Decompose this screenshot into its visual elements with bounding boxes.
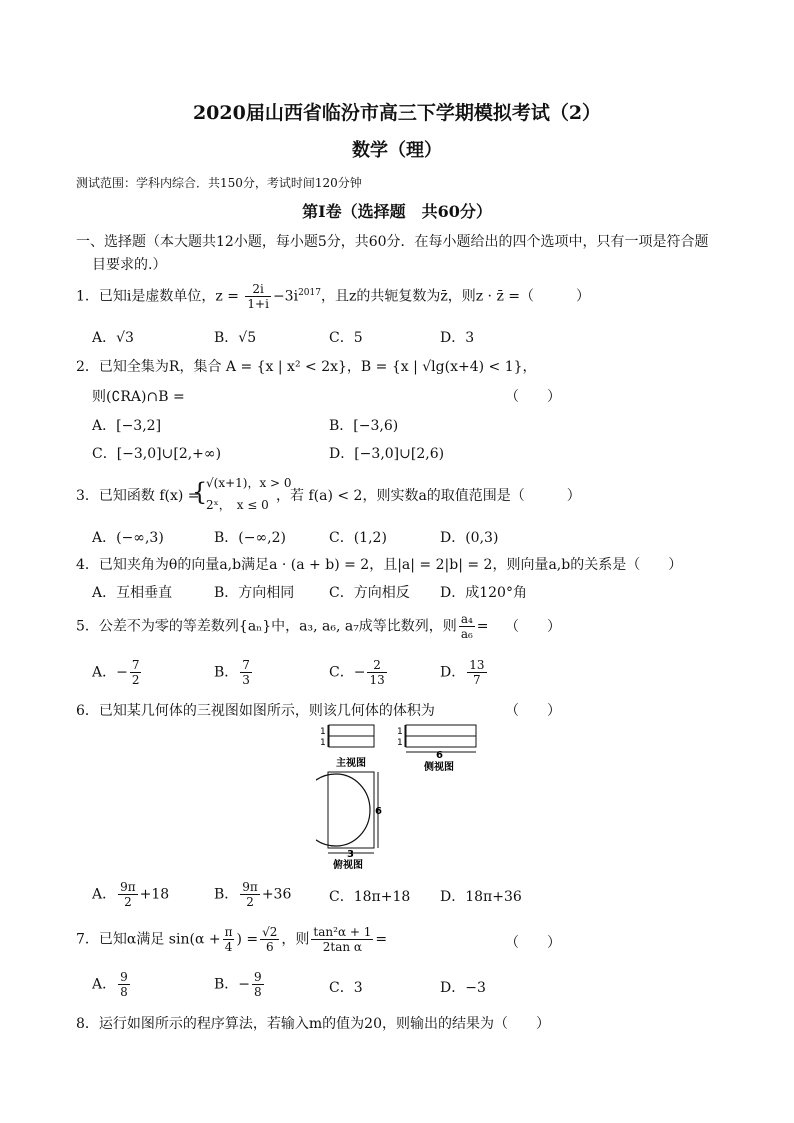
q5-stem: 5．公差不为零的等差数列{aₙ}中，a₃, a₆, a₇成等比数列，则 xyxy=(76,618,457,635)
q6-a-den: 2 xyxy=(124,895,132,909)
q7-option-d[interactable]: D．−3 xyxy=(440,980,486,996)
q7-b-frac xyxy=(252,970,264,999)
paper-title: 2020届山西省临汾市高三下学期模拟考试（2） xyxy=(192,102,602,124)
q1-fraction xyxy=(245,282,271,311)
front-view-label: 主视图 xyxy=(336,758,366,769)
q3-option-d[interactable]: D．(0,3) xyxy=(440,530,499,546)
q7-frac-1 xyxy=(223,925,235,954)
q1-frac-den: 1+i xyxy=(247,297,269,311)
q6-answer-paren: （ ） xyxy=(505,703,561,719)
q5-d-label: D． xyxy=(440,664,466,681)
side-view xyxy=(397,725,476,773)
question-6: 6．已知某几何体的三视图如图所示，则该几何体的体积为 xyxy=(76,703,435,719)
q6-b-den: 2 xyxy=(246,895,254,909)
q5-equals: = xyxy=(476,618,489,635)
q3-option-c[interactable]: C．(1,2) xyxy=(329,530,387,546)
q4-option-a[interactable]: A．互相垂直 xyxy=(92,585,173,601)
q1-power: 2017 xyxy=(298,287,321,298)
q7-f1-den: 4 xyxy=(224,940,233,954)
three-view-figure xyxy=(316,722,486,872)
q7-frac-3 xyxy=(311,925,373,954)
q5-d-num: 13 xyxy=(469,658,485,672)
q5-c-label: C．− xyxy=(329,664,366,681)
q7-a-label: A． xyxy=(92,976,117,993)
q6-b-num: 9π xyxy=(242,880,258,894)
q3-option-b[interactable]: B．(−∞,2) xyxy=(214,530,286,546)
q1-frac-num: 2i xyxy=(245,282,271,297)
q5-c-num: 2 xyxy=(367,658,386,673)
front-dim-1-top: 1 xyxy=(320,727,326,737)
q7-option-a[interactable] xyxy=(92,970,132,999)
test-scope-note: 测试范围：学科内综合．共150分，考试时间120分钟 xyxy=(76,176,362,190)
q5-option-c[interactable] xyxy=(329,658,389,687)
q1-option-d[interactable]: D．3 xyxy=(440,330,475,346)
instructions-line-1: 一、选择题（本大题共12小题，每小题5分，共60分．在每小题给出的四个选项中，只有一项是符合题 xyxy=(76,234,709,250)
q5-b-frac xyxy=(240,658,252,687)
q6-option-d[interactable]: D．18π+36 xyxy=(440,889,522,905)
top-view xyxy=(316,772,382,871)
instructions-line-2: 目要求的.） xyxy=(92,257,167,273)
q5-frac-den: a₆ xyxy=(460,627,473,641)
q5-frac-num: a₄ xyxy=(460,612,473,626)
q7-f2-num: √2 xyxy=(262,925,278,939)
q6-option-c[interactable]: C．18π+18 xyxy=(329,889,411,905)
q7-b-label: B．− xyxy=(214,976,251,993)
q3-brace: { xyxy=(192,478,208,506)
top-dim-6: 6 xyxy=(375,806,382,817)
subject-title: 数学（理） xyxy=(352,140,442,161)
front-dim-1-bottom: 1 xyxy=(320,738,326,748)
q5-c-frac xyxy=(367,658,386,687)
q6-option-b[interactable] xyxy=(214,880,291,909)
q7-a-den: 8 xyxy=(120,985,128,999)
side-dim-1-bottom: 1 xyxy=(397,738,403,748)
q6-a-label: A． xyxy=(92,886,117,903)
side-dim-6: 6 xyxy=(436,750,443,761)
q2-option-c[interactable]: C．[−3,0]∪[2,+∞) xyxy=(92,446,222,462)
q1-stem-end: ，且z的共轭复数为z̄，则z · z̄ =（ ） xyxy=(320,288,591,305)
q7-frac-2 xyxy=(260,925,279,954)
q7-f1-num: π xyxy=(224,925,233,939)
q7-stem-mid-2: ，则 xyxy=(281,931,310,948)
q7-option-c[interactable]: C．3 xyxy=(329,980,363,996)
q2-answer-paren: （ ） xyxy=(505,389,561,405)
question-2-line-1: 2．已知全集为R，集合 A = {x | x² < 2x}，B = {x | √lg(x+4) < 1}， xyxy=(76,359,537,375)
q7-a-frac xyxy=(118,970,130,999)
q6-a-tail: +18 xyxy=(139,886,170,903)
q3-option-a[interactable]: A．(−∞,3) xyxy=(92,530,164,546)
q6-a-num: 9π xyxy=(120,880,136,894)
question-1 xyxy=(76,282,590,311)
q1-option-c[interactable]: C．5 xyxy=(329,330,363,346)
q5-a-frac xyxy=(130,658,142,687)
q7-b-num: 9 xyxy=(254,970,262,984)
q3-case-1: √(x+1)，x > 0 xyxy=(206,476,292,490)
q7-f3-num: tan²α + 1 xyxy=(313,925,372,939)
q1-option-a[interactable]: A．√3 xyxy=(92,330,134,346)
q4-option-c[interactable]: C．方向相反 xyxy=(329,585,410,601)
q7-f3-den: 2tan α xyxy=(322,940,363,954)
q6-b-frac xyxy=(240,880,260,909)
q5-a-label: A．− xyxy=(92,664,128,681)
q5-option-d[interactable] xyxy=(440,658,489,687)
side-dim-1-top: 1 xyxy=(397,727,403,737)
q6-a-frac xyxy=(118,880,138,909)
q6-b-tail: +36 xyxy=(261,886,292,903)
q2-option-d[interactable]: D．[−3,0]∪[2,6) xyxy=(329,446,445,462)
question-4: 4．已知夹角为θ的向量a,b满足a · (a + b) = 2，且|a| = 2|b| = 2，则向量a,b的关系是（ ） xyxy=(76,557,683,573)
question-2-line-2: 则(∁RA)∩B = xyxy=(92,389,185,405)
q7-stem-mid: ) = xyxy=(236,931,259,948)
question-3-stem: 3．已知函数 f(x) = xyxy=(76,488,200,504)
q5-c-den: 13 xyxy=(369,673,385,687)
question-8: 8．运行如图所示的程序算法，若输入m的值为20，则输出的结果为（ ） xyxy=(76,1016,550,1032)
section-title: 第Ⅰ卷（选择题 共60分） xyxy=(302,202,492,221)
q7-b-den: 8 xyxy=(254,985,262,999)
q2-option-a[interactable]: A．[−3,2] xyxy=(92,418,162,434)
side-view-label: 侧视图 xyxy=(424,762,454,773)
q4-option-d[interactable]: D．成120°角 xyxy=(440,585,527,601)
q6-b-label: B． xyxy=(214,886,239,903)
q2-option-b[interactable]: B．[−3,6) xyxy=(329,418,399,434)
question-3-stem-end: ，若 f(a) < 2，则实数a的取值范围是（ ） xyxy=(276,488,581,504)
question-7 xyxy=(76,925,387,954)
q7-option-b[interactable] xyxy=(214,970,266,999)
question-5 xyxy=(76,612,489,641)
q5-a-den: 2 xyxy=(131,673,140,687)
q5-d-den: 7 xyxy=(473,673,481,687)
q5-b-num: 7 xyxy=(242,658,250,672)
q1-stem-start: 1．已知i是虚数单位，z = xyxy=(76,288,239,305)
q5-b-label: B． xyxy=(214,664,239,681)
top-view-label: 俯视图 xyxy=(333,860,363,871)
q3-case-2: 2ˣ， x ≤ 0 xyxy=(206,498,269,512)
q5-d-frac xyxy=(467,658,486,687)
front-view xyxy=(320,725,374,769)
q7-f2-den: 6 xyxy=(265,940,274,954)
q7-answer-paren: （ ） xyxy=(505,935,561,951)
q5-answer-paren: （ ） xyxy=(505,619,561,635)
q6-option-a[interactable] xyxy=(92,880,169,909)
q5-b-den: 3 xyxy=(242,673,250,687)
q1-option-b[interactable]: B．√5 xyxy=(214,330,257,346)
q1-stem-mid: −3i xyxy=(272,288,299,305)
q7-stem-start: 7．已知α满足 sin(α + xyxy=(76,931,221,948)
q7-equals: = xyxy=(375,931,388,948)
q5-option-b[interactable] xyxy=(214,658,254,687)
top-dim-3: 3 xyxy=(347,849,354,860)
q5-a-num: 7 xyxy=(131,658,140,672)
q5-option-a[interactable] xyxy=(92,658,143,687)
q4-option-b[interactable]: B．方向相同 xyxy=(214,585,295,601)
q7-a-num: 9 xyxy=(120,970,128,984)
q5-fraction xyxy=(459,612,475,641)
